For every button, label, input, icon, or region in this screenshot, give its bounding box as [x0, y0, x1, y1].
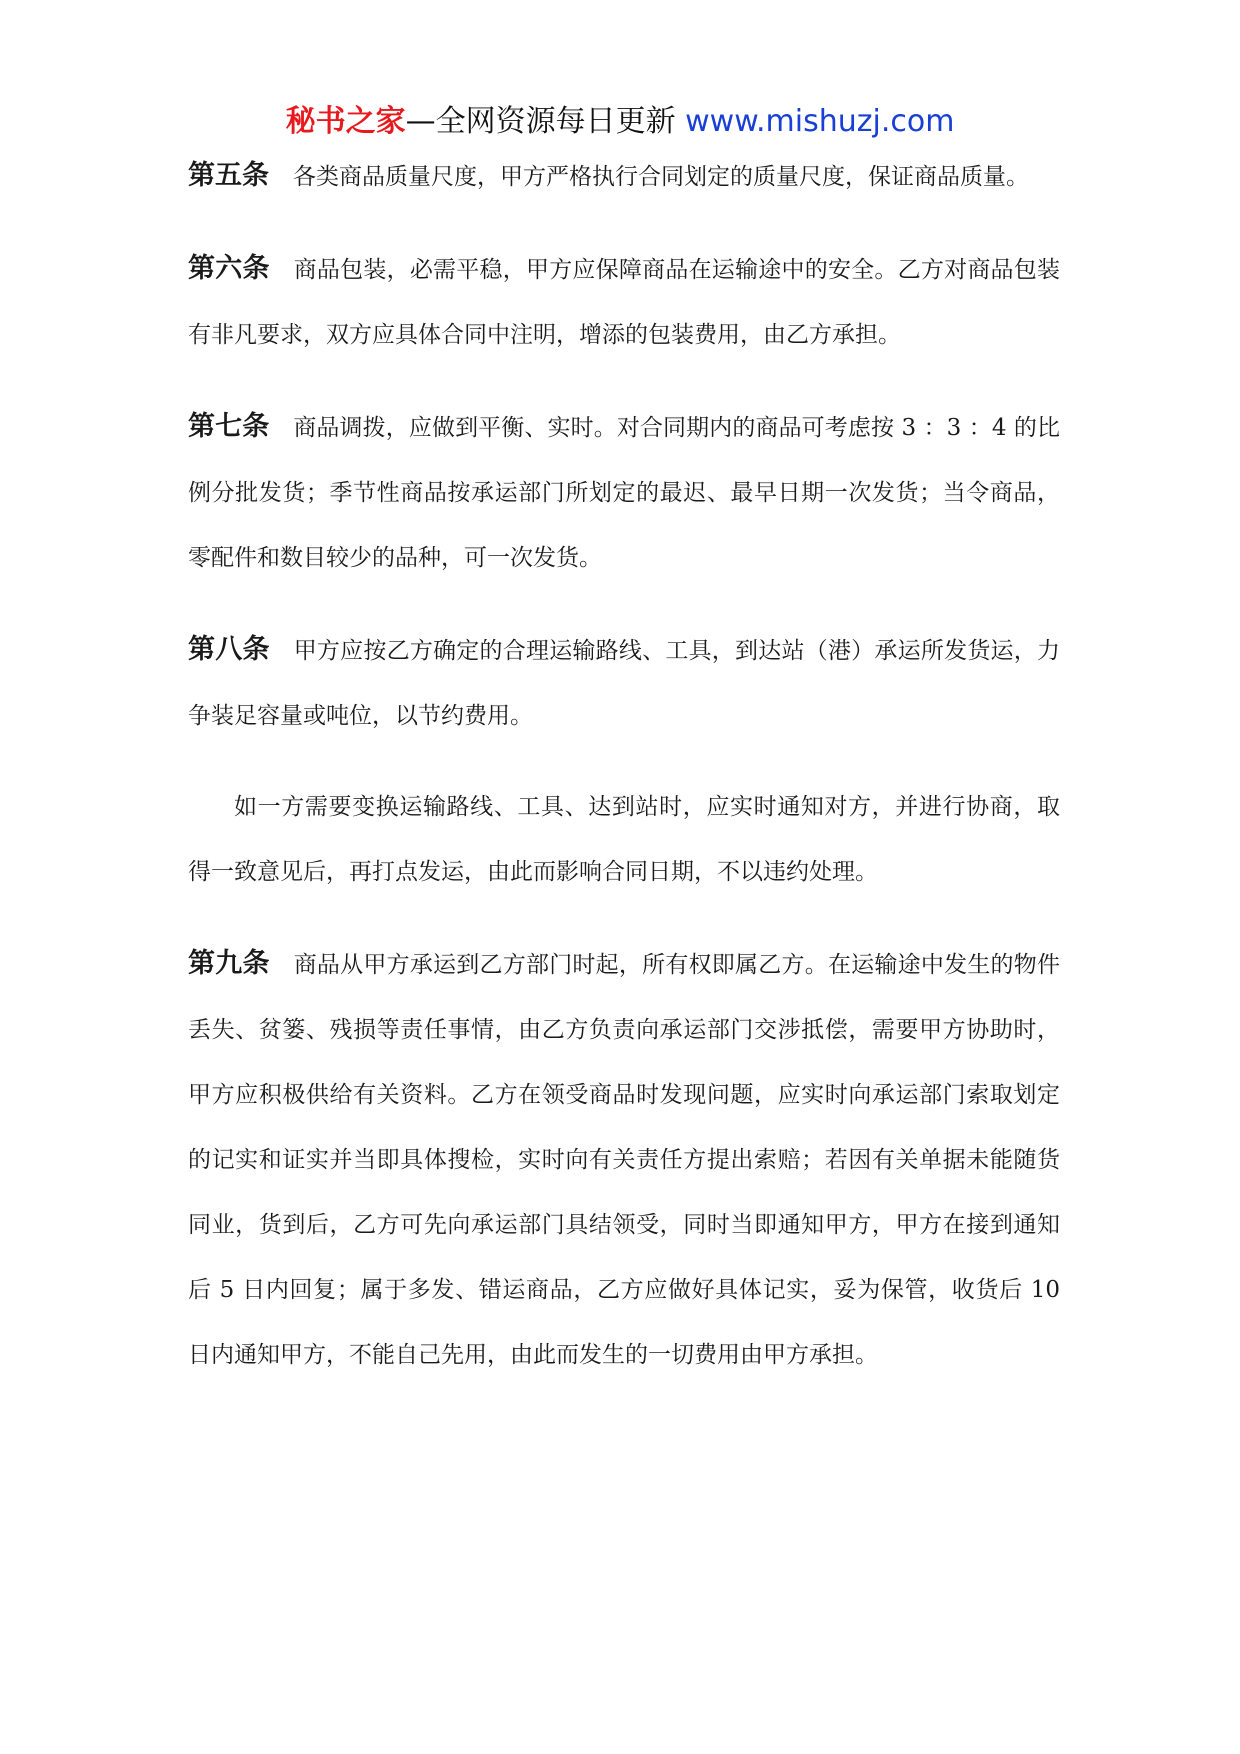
article-paragraph: [188, 143, 1060, 210]
article-paragraph: [188, 617, 1060, 749]
article-paragraph-continued: 如一方需要变换运输路线、工具、达到站时，应实时通知对方，并进行协商，取得一致意见后，再打点发运，由此而影响合同日期，不以违约处理。: [188, 794, 1060, 885]
article-paragraph: [188, 931, 1060, 1388]
article-7: [188, 394, 1060, 591]
article-title: 第六条: [188, 253, 270, 284]
article-title: 第七条: [188, 411, 270, 442]
article-5: [188, 143, 1060, 210]
site-brand: 秘书之家: [285, 104, 406, 139]
article-9: [188, 931, 1060, 1388]
site-url-link[interactable]: www.mishuzj.com: [685, 104, 955, 139]
article-text: 商品包装，必需平稳，甲方应保障商品在运输途中的安全。乙方对商品包装有非凡要求，双方应具体合同中注明，增添的包装费用，由乙方承担。: [188, 257, 1061, 348]
article-6: [188, 236, 1060, 368]
document-body: [188, 143, 1060, 1414]
site-header: [0, 100, 1240, 144]
article-text: 商品调拨，应做到平衡、实时。对合同期内的商品可考虑按 3 ：3 ：4 的比例分批发货；季节性商品按承运部门所划定的最迟、最早日期一次发货；当令商品，零配件和数目较少的品种，可一次发货。: [188, 415, 1060, 571]
article-title: 第九条: [188, 948, 270, 979]
article-text: 甲方应按乙方确定的合理运输路线、工具，到达站（港）承运所发货运，力争装足容量或吨位，以节约费用。: [188, 638, 1061, 729]
article-text: 商品从甲方承运到乙方部门时起，所有权即属乙方。在运输途中发生的物件丢失、贫篓、残损等责任事情，由乙方负责向承运部门交涉抵偿，需要甲方协助时，甲方应积极供给有关资料。乙方在领受商品时发现问题，应实时向承运部门索取划定的记实和证实并当即具体搜检，实时向有关责任方提出索赔；若因有关单据未能随货同业，货到后，乙方可先向承运部门具结领受，同时当即通知甲方，甲方在接到通知后 5 日内回复；属于多发、错运商品，乙方应做好具体记实，妥为保管，收货后 10 日内通知甲方，不能自己先用，由此而发生的一切费用由甲方承担。: [188, 952, 1061, 1368]
article-title: 第五条: [188, 160, 269, 191]
article-paragraph: [188, 394, 1060, 591]
article-title: 第八条: [188, 634, 270, 665]
article-8: [188, 617, 1060, 905]
article-text: 各类商品质量尺度，甲方严格执行合同划定的质量尺度，保证商品质量。: [293, 164, 1029, 190]
article-paragraph: [188, 236, 1060, 368]
site-slogan: —全网资源每日更新: [405, 104, 676, 139]
